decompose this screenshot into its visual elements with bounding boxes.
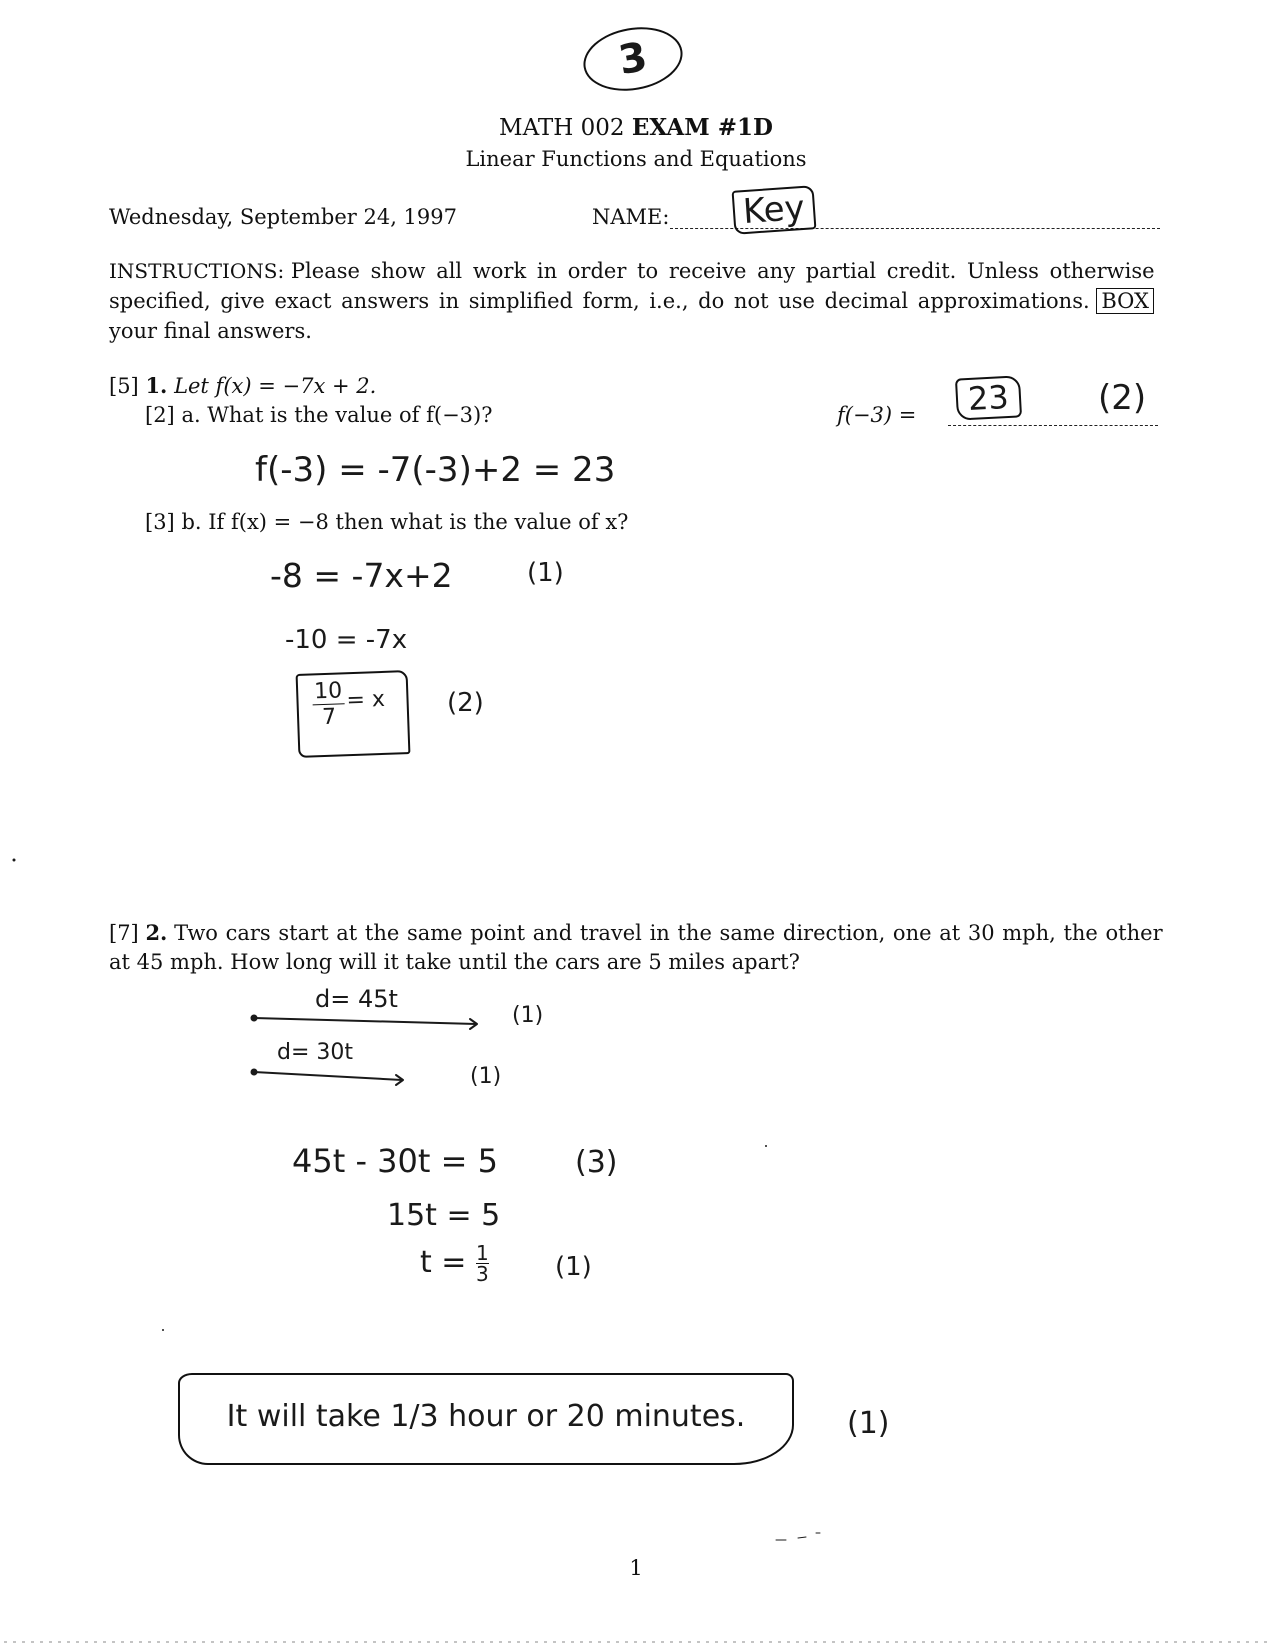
car1-points: (1) — [512, 1003, 544, 1028]
q2-line2: at 45 mph. How long will it take until the cars are 5 miles apart? — [109, 950, 800, 974]
car2-distance-line — [254, 1072, 402, 1080]
q2-work1: 45t - 30t = 5 — [292, 1142, 498, 1180]
car2-start-dot — [251, 1069, 258, 1076]
q2-work3-lhs: t = — [420, 1245, 467, 1280]
q2-work3-num: 1 — [475, 1241, 489, 1265]
q2-work1-points: (3) — [575, 1145, 618, 1180]
course-code: MATH 002 — [499, 115, 625, 141]
car2-label: d= 30t — [277, 1040, 354, 1065]
scan-speck — [765, 1145, 767, 1147]
q1-points: [5] — [109, 374, 139, 398]
q2-work2: 15t = 5 — [387, 1198, 501, 1233]
car1-start-dot — [251, 1015, 258, 1022]
instructions-label: INSTRUCTIONS: — [109, 259, 285, 283]
q1b-answer-numerator: 10 — [312, 678, 345, 705]
q1b-work1: -8 = -7x+2 — [270, 556, 453, 595]
q1b-answer-var: = x — [346, 686, 386, 714]
q2-final-answer: It will take 1/3 hour or 20 minutes. — [178, 1373, 794, 1465]
name-value: Key — [732, 185, 817, 235]
car2-points: (1) — [470, 1064, 502, 1089]
q2-final-points: (1) — [847, 1406, 890, 1441]
exam-subtitle: Linear Functions and Equations — [465, 147, 807, 171]
score-circle: 3 — [578, 20, 687, 98]
name-label: NAME: — [592, 205, 670, 229]
q1a-points: [2] — [145, 403, 175, 427]
q1b-work1-points: (1) — [527, 558, 564, 588]
car1-label: d= 45t — [315, 985, 398, 1013]
q1b-text: b. If f(x) = −8 then what is the value of x? — [181, 510, 629, 534]
q1a-work: f(-3) = -7(-3)+2 = 23 — [255, 450, 616, 490]
instructions-text2: specified, give exact answers in simplified form, i.e., do not use decimal approximations. — [109, 289, 1090, 313]
q1b-points: [3] — [145, 510, 175, 534]
exam-number: EXAM #1D — [631, 114, 773, 141]
scan-speck — [162, 1329, 164, 1331]
q2-work3-den: 3 — [475, 1262, 489, 1286]
q2-number: 2. — [145, 920, 168, 945]
page-number: 1 — [629, 1556, 643, 1580]
q1b-work2: -10 = -7x — [285, 625, 408, 655]
q1a-answer-label: f(−3) = — [837, 403, 917, 427]
instructions-text1: Please show all work in order to receive any partial credit. Unless otherwise — [290, 259, 1155, 283]
q2-text1: Two cars start at the same point and travel in the same direction, one at 30 mph, the other — [174, 921, 1163, 945]
q1-number: 1. — [145, 373, 168, 398]
q1a-answer-box: 23 — [955, 375, 1022, 420]
q1a-answer-points: (2) — [1098, 378, 1147, 418]
q1b-answer-points: (2) — [447, 688, 484, 718]
q2-points: [7] — [109, 921, 139, 945]
q1-prompt: Let f(x) = −7x + 2. — [174, 374, 377, 398]
car1-distance-line — [254, 1018, 476, 1024]
q1b-answer-denominator: 7 — [321, 704, 337, 731]
scan-speck — [13, 859, 16, 862]
instructions-line3: your final answers. — [109, 319, 312, 343]
q2-work3-points: (1) — [555, 1252, 592, 1282]
exam-date: Wednesday, September 24, 1997 — [109, 205, 457, 229]
scan-speck — [776, 1533, 820, 1540]
q1a-text: a. What is the value of f(−3)? — [181, 403, 493, 427]
box-word: BOX — [1096, 288, 1154, 314]
